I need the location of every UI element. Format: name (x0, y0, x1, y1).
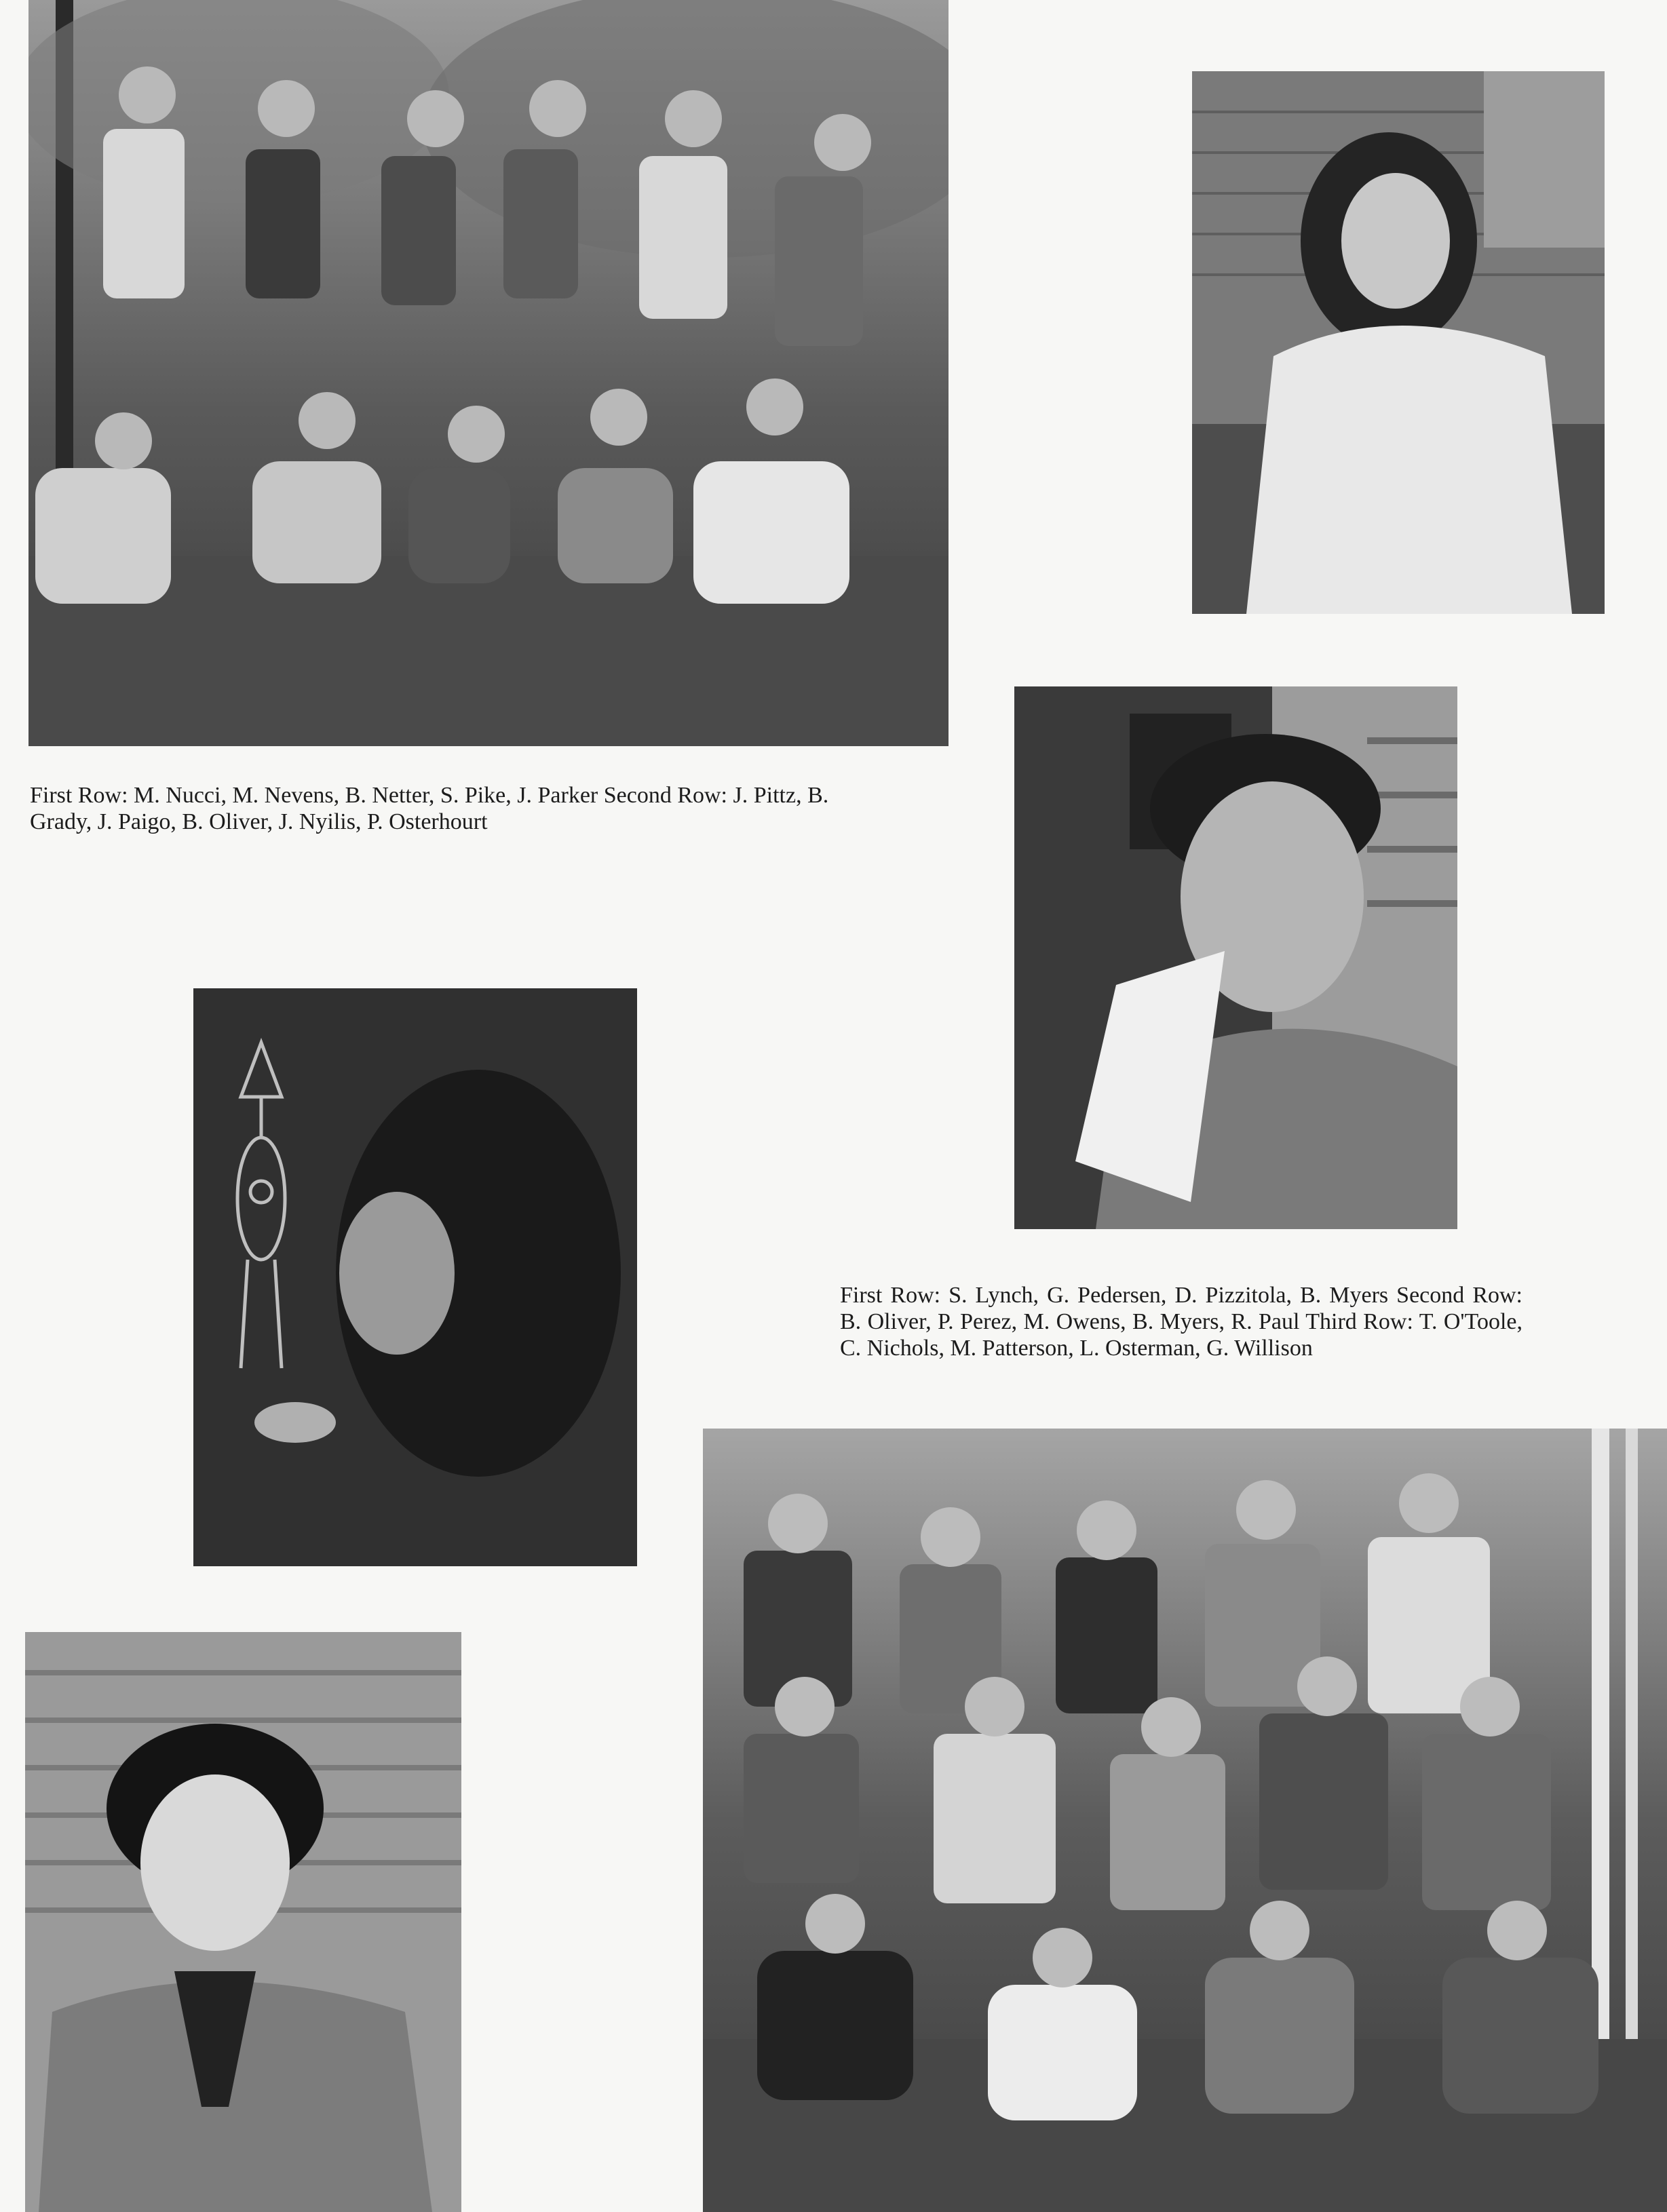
portrait-girl-outdoors (1192, 71, 1605, 614)
boy-with-paper (1014, 686, 1457, 1229)
girl-at-chalkboard (193, 988, 637, 1566)
group-photo-bottom (703, 1429, 1667, 2212)
group-photo-top (28, 0, 949, 746)
mime-child (25, 1632, 461, 2212)
group-1-caption (30, 782, 885, 835)
group-2-caption (840, 1282, 1522, 1361)
group-2-caption-text: First Row: S. Lynch, G. Pedersen, D. Pizzitola, B. Myers Second Row: B. Oliver, P. Perez, M. Owens, B. Myers, R. Paul Third Row: T. O'Toole, C. Nichols, M. Patterson, L. Osterman, G. Willison (840, 1283, 1522, 1361)
group-1-caption-text: First Row: M. Nucci, M. Nevens, B. Netter, S. Pike, J. Parker Second Row: J. Pittz, B. Grady, J. Paigo, B. Oliver, J. Nyilis, P. Osterhourt (30, 783, 829, 834)
